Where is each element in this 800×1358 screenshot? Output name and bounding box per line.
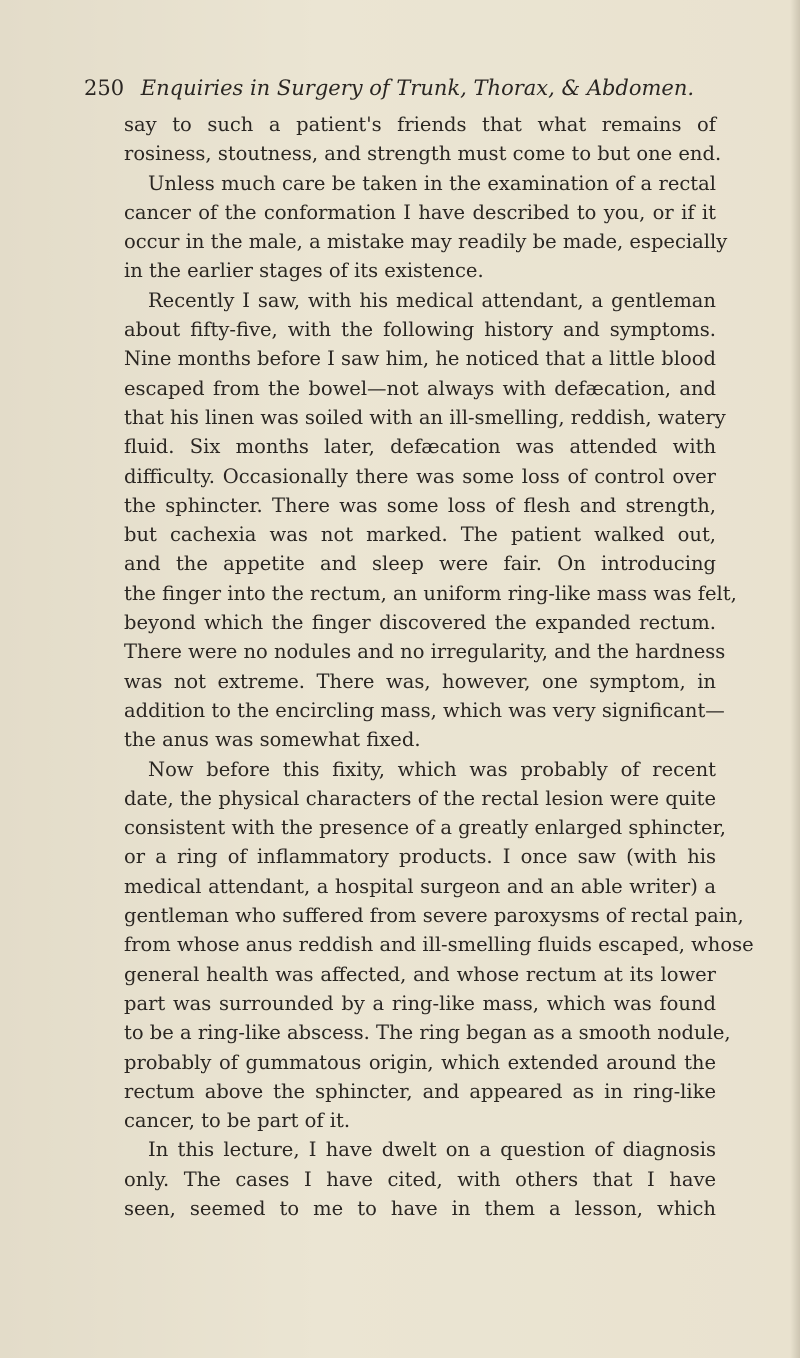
text-line: cancer of the conformation I have described to you, or if it (124, 200, 716, 224)
text-line: medical attendant, a hospital surgeon and an able writer) a (124, 874, 716, 898)
page-number: 250 (84, 76, 125, 100)
text-line: fluid. Six months later, defæcation was attended with (124, 435, 716, 459)
text-line: date, the physical characters of the rectal lesion were quite (124, 786, 716, 810)
text-line: but cachexia was not marked. The patient walked out, (124, 523, 716, 547)
text-line: from whose anus reddish and ill-smelling fluids escaped, whose (124, 933, 754, 957)
text-line: to be a ring-like abscess. The ring began as a smooth nodule, (124, 1021, 731, 1045)
text-line: only. The cases I have cited, with others that I have (124, 1167, 716, 1191)
text-line: in the earlier stages of its existence. (124, 259, 484, 283)
text-line: that his linen was soiled with an ill-smelling, reddish, watery (124, 405, 726, 429)
running-header (84, 76, 695, 100)
text-line: gentleman who suffered from severe paroxysms of rectal pain, (124, 904, 744, 928)
text-line: about fifty-five, with the following history and symptoms. (124, 318, 716, 342)
text-line: part was surrounded by a ring-like mass, which was found (124, 991, 716, 1015)
text-line: Nine months before I saw him, he noticed that a little blood (124, 347, 716, 371)
text-line: probably of gummatous origin, which extended around the (124, 1050, 716, 1074)
text-line: consistent with the presence of a greatly enlarged sphincter, (124, 816, 726, 840)
text-line: difficulty. Occasionally there was some loss of control over (124, 464, 716, 488)
text-line: the finger into the rectum, an uniform ring-like mass was felt, (124, 581, 737, 605)
text-line: or a ring of inflammatory products. I once saw (with his (124, 845, 716, 869)
running-title: Enquiries in Surgery of Trunk, Thorax, & Abdomen. (140, 76, 695, 100)
text-line: There were no nodules and no irregularity, and the hardness (124, 640, 726, 664)
text-line: and the appetite and sleep were fair. On introducing (124, 552, 716, 576)
text-line: beyond which the finger discovered the expanded rectum. (124, 611, 716, 635)
text-line: rosiness, stoutness, and strength must come to but one end. (124, 142, 722, 166)
text-line: cancer, to be part of it. (124, 1109, 351, 1133)
text-line: say to such a patient's friends that what remains of (124, 113, 716, 136)
text-line: seen, seemed to me to have in them a lesson, which (124, 1196, 716, 1220)
text-line: Unless much care be taken in the examination of a rectal (148, 171, 716, 195)
text-line: Recently I saw, with his medical attendant, a gentleman (148, 288, 716, 312)
text-line: was not extreme. There was, however, one symptom, in (124, 669, 716, 693)
text-line: occur in the male, a mistake may readily be made, especially (124, 230, 728, 254)
page-edge-shadow (790, 0, 800, 1358)
text-line: escaped from the bowel—not always with defæcation, and (124, 376, 716, 400)
text-line: general health was affected, and whose rectum at its lower (124, 962, 716, 986)
text-line: Now before this fixity, which was probably of recent (148, 757, 716, 781)
text-line: addition to the encircling mass, which was very significant— (124, 698, 725, 722)
text-line: rectum above the sphincter, and appeared as in ring-like (124, 1079, 716, 1103)
text-line: the sphincter. There was some loss of flesh and strength, (124, 493, 716, 517)
text-line: In this lecture, I have dwelt on a question of diagnosis (148, 1138, 716, 1162)
text-line: the anus was somewhat fixed. (124, 728, 421, 752)
page-body-text (124, 110, 754, 1223)
